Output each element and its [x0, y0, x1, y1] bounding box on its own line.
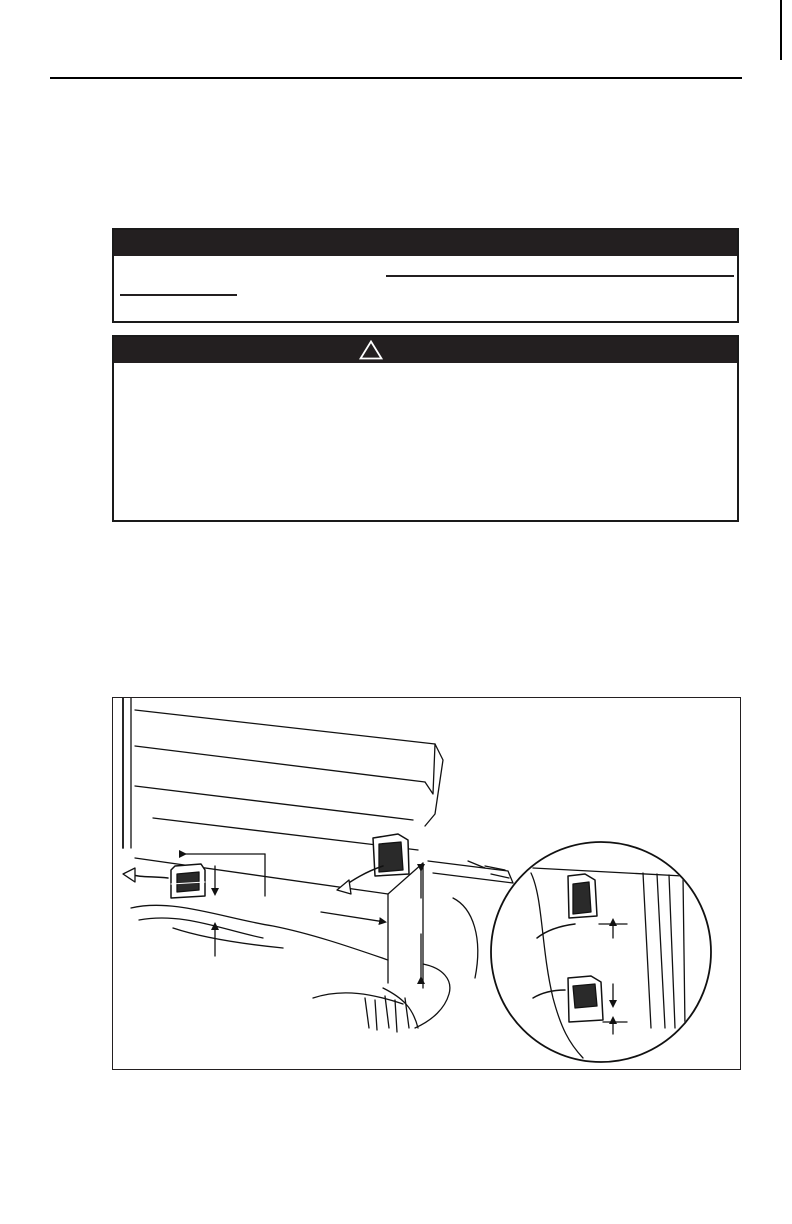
notice-underline-continued — [120, 294, 237, 296]
notice-underline — [386, 275, 734, 277]
installation-figure — [112, 697, 741, 1070]
warning-triangle-icon — [359, 340, 383, 360]
caution-box — [112, 335, 739, 522]
notice-header-bar — [114, 230, 737, 256]
notice-box — [112, 228, 739, 323]
caution-header-bar — [114, 337, 737, 363]
header-rule — [50, 77, 742, 79]
page-corner-mark — [780, 0, 782, 60]
